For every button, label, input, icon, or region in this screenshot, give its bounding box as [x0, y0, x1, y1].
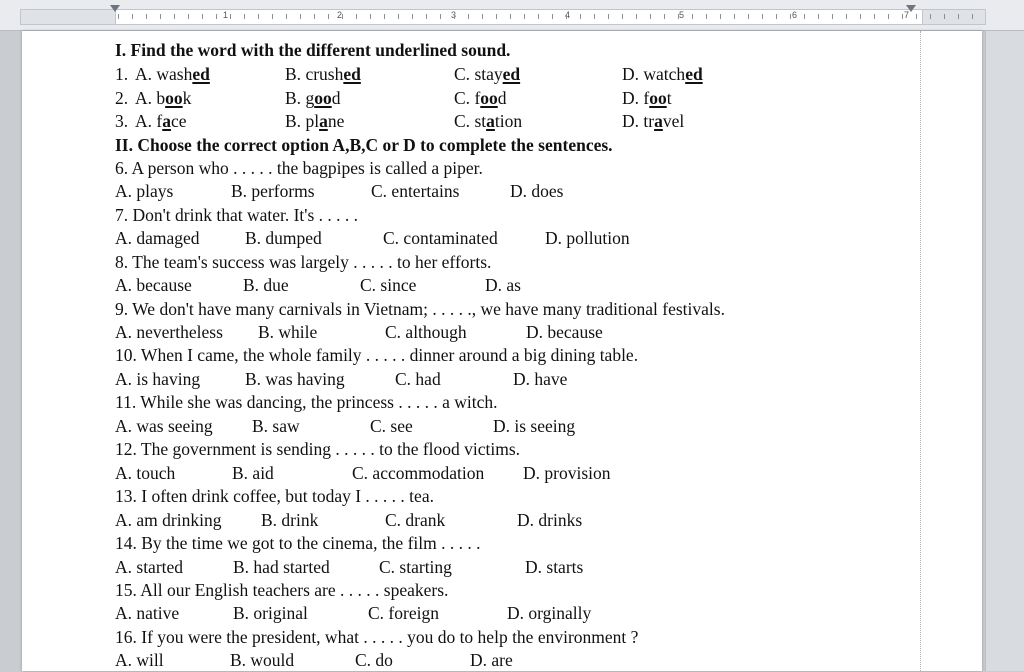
- ruler-tick: [958, 14, 959, 19]
- option-d: D. does: [510, 181, 564, 201]
- option-c: C. stayed: [454, 64, 521, 84]
- option-c: C. entertains: [371, 181, 460, 201]
- option-d: D. starts: [525, 557, 584, 577]
- ruler-right-margin: [922, 9, 986, 25]
- ruler-number: 5: [679, 10, 685, 20]
- option-c: C. accommodation: [352, 463, 485, 483]
- options-14: [115, 555, 915, 579]
- option-c: C. see: [370, 416, 413, 436]
- ruler-tick: [888, 14, 889, 19]
- ruler-tick: [944, 14, 945, 19]
- document-page[interactable]: [22, 31, 982, 671]
- ruler-tick: [496, 14, 497, 19]
- ruler-tick: [174, 14, 175, 19]
- ruler-tick: [790, 14, 791, 19]
- option-b: B. good: [285, 88, 341, 108]
- options-13: [115, 508, 915, 532]
- ruler-tick: [608, 14, 609, 19]
- ruler-tick: [244, 14, 245, 19]
- ruler-tick: [818, 14, 819, 19]
- ruler-tick: [356, 14, 357, 19]
- option-d: D. because: [526, 322, 603, 342]
- option-a: A. was seeing: [115, 416, 213, 436]
- ruler-tick: [510, 14, 511, 19]
- ruler-tick: [776, 14, 777, 19]
- option-a: A. face: [135, 111, 187, 131]
- options-8: [115, 273, 915, 297]
- option-c: C. drank: [385, 510, 446, 530]
- ruler-left-margin: [20, 9, 116, 25]
- ruler-tick: [678, 14, 679, 19]
- ruler-tick: [216, 14, 217, 19]
- option-c: C. had: [395, 369, 441, 389]
- ruler-tick: [874, 14, 875, 19]
- option-a: A. book: [135, 88, 192, 108]
- ruler-number: 2: [337, 10, 343, 20]
- ruler-tick: [328, 14, 329, 19]
- right-margin-guide: [920, 31, 921, 671]
- question-16: 16. If you were the president, what . . . . . you do to help the environment ?: [115, 627, 639, 647]
- options-16: [115, 648, 915, 672]
- ruler-tick: [762, 14, 763, 19]
- ruler-tick: [412, 14, 413, 19]
- option-b: B. was having: [245, 369, 345, 389]
- option-a: A. because: [115, 275, 192, 295]
- option-d: D. travel: [622, 111, 685, 131]
- ruler-tick: [580, 14, 581, 19]
- ruler-tick: [454, 14, 455, 19]
- ruler-tick: [426, 14, 427, 19]
- option-a: A. native: [115, 603, 180, 623]
- ruler-tick: [440, 14, 441, 19]
- option-d: D. have: [513, 369, 568, 389]
- option-a: A. washed: [135, 64, 210, 84]
- question-number: 3.: [115, 111, 129, 131]
- ruler-number: 1: [223, 10, 229, 20]
- option-d: D. provision: [523, 463, 611, 483]
- ruler-tick: [202, 14, 203, 19]
- question-11: 11. While she was dancing, the princess . . . . . a witch.: [115, 392, 498, 412]
- option-b: B. had started: [233, 557, 330, 577]
- ruler-tick: [664, 14, 665, 19]
- option-a: A. plays: [115, 181, 174, 201]
- ruler-tick: [622, 14, 623, 19]
- horizontal-ruler[interactable]: [0, 0, 1024, 31]
- option-d: D. drinks: [517, 510, 583, 530]
- ruler-tick: [692, 14, 693, 19]
- ruler-tick: [384, 14, 385, 19]
- option-b: B. performs: [231, 181, 315, 201]
- options-9: [115, 320, 915, 344]
- section-heading-1: I. Find the word with the different underlined sound.: [115, 40, 511, 60]
- question-7: 7. Don't drink that water. It's . . . . .: [115, 205, 359, 225]
- ruler-tick: [398, 14, 399, 19]
- ruler-tick: [370, 14, 371, 19]
- ruler-tick: [902, 14, 903, 19]
- question-9: 9. We don't have many carnivals in Vietnam; . . . . ., we have many traditional festivals.: [115, 299, 725, 319]
- option-c: C. foreign: [368, 603, 439, 623]
- ruler-number: 6: [792, 10, 798, 20]
- option-a: A. nevertheless: [115, 322, 223, 342]
- ruler-tick: [160, 14, 161, 19]
- question-15: 15. All our English teachers are . . . . . speakers.: [115, 580, 449, 600]
- ruler-number: 3: [451, 10, 457, 20]
- ruler-tick: [118, 14, 119, 19]
- ruler-tick: [538, 14, 539, 19]
- ruler-tick: [552, 14, 553, 19]
- question-8: 8. The team's success was largely . . . . . to her efforts.: [115, 252, 492, 272]
- option-c: C. although: [385, 322, 467, 342]
- ruler-tick: [230, 14, 231, 19]
- ruler-tick: [832, 14, 833, 19]
- ruler-tick: [146, 14, 147, 19]
- option-d: D. orginally: [507, 603, 592, 623]
- option-b: B. dumped: [245, 228, 322, 248]
- ruler-tick: [188, 14, 189, 19]
- ruler-tick: [524, 14, 525, 19]
- option-b: B. would: [230, 650, 295, 670]
- option-a: A. touch: [115, 463, 176, 483]
- option-b: B. plane: [285, 111, 345, 131]
- ruler-track: [20, 9, 986, 25]
- option-c: C. station: [454, 111, 523, 131]
- option-b: B. drink: [261, 510, 319, 530]
- ruler-tick: [132, 14, 133, 19]
- question-13: 13. I often drink coffee, but today I . . . . . tea.: [115, 486, 434, 506]
- ruler-tick: [314, 14, 315, 19]
- option-a: A. damaged: [115, 228, 200, 248]
- ruler-tick: [972, 14, 973, 19]
- option-b: B. aid: [232, 463, 274, 483]
- ruler-tick: [650, 14, 651, 19]
- option-c: C. starting: [379, 557, 452, 577]
- ruler-number: 7: [904, 10, 910, 20]
- first-line-indent-marker[interactable]: [110, 5, 120, 12]
- ruler-tick: [272, 14, 273, 19]
- option-c: C. food: [454, 88, 507, 108]
- option-d: D. pollution: [545, 228, 630, 248]
- option-b: B. original: [233, 603, 308, 623]
- ruler-tick: [258, 14, 259, 19]
- options-7: [115, 226, 915, 250]
- ruler-tick: [594, 14, 595, 19]
- ruler-tick: [566, 14, 567, 19]
- ruler-tick: [468, 14, 469, 19]
- option-c: C. since: [360, 275, 417, 295]
- option-b: B. due: [243, 275, 289, 295]
- question-6: 6. A person who . . . . . the bagpipes is called a piper.: [115, 158, 483, 178]
- option-d: D. is seeing: [493, 416, 576, 436]
- question-2: [115, 86, 915, 110]
- ruler-tick: [846, 14, 847, 19]
- option-a: A. will: [115, 650, 164, 670]
- question-number: 2.: [115, 88, 129, 108]
- option-d: D. foot: [622, 88, 672, 108]
- ruler-tick: [300, 14, 301, 19]
- options-12: [115, 461, 915, 485]
- options-15: [115, 601, 915, 625]
- option-a: A. is having: [115, 369, 201, 389]
- ruler-number: 4: [565, 10, 571, 20]
- option-d: D. are: [470, 650, 513, 670]
- option-c: C. contaminated: [383, 228, 498, 248]
- option-d: D. as: [485, 275, 521, 295]
- ruler-tick: [720, 14, 721, 19]
- question-number: 1.: [115, 64, 129, 84]
- ruler-tick: [286, 14, 287, 19]
- question-10: 10. When I came, the whole family . . . . . dinner around a big dining table.: [115, 345, 639, 365]
- option-b: B. saw: [252, 416, 300, 436]
- option-d: D. watched: [622, 64, 703, 84]
- option-c: C. do: [355, 650, 393, 670]
- ruler-tick: [860, 14, 861, 19]
- question-3: [115, 109, 915, 133]
- ruler-tick: [916, 14, 917, 19]
- section-heading-2: II. Choose the correct option A,B,C or D to complete the sentences.: [115, 135, 613, 155]
- question-14: 14. By the time we got to the cinema, the film . . . . .: [115, 533, 481, 553]
- option-b: B. while: [258, 322, 318, 342]
- option-a: A. started: [115, 557, 184, 577]
- option-a: A. am drinking: [115, 510, 222, 530]
- ruler-tick: [636, 14, 637, 19]
- options-6: [115, 179, 915, 203]
- options-11: [115, 414, 915, 438]
- ruler-tick: [482, 14, 483, 19]
- ruler-tick: [342, 14, 343, 19]
- question-12: 12. The government is sending . . . . . to the flood victims.: [115, 439, 521, 459]
- ruler-tick: [734, 14, 735, 19]
- question-1: [115, 62, 915, 86]
- ruler-tick: [748, 14, 749, 19]
- options-10: [115, 367, 915, 391]
- option-b: B. crushed: [285, 64, 361, 84]
- ruler-tick: [706, 14, 707, 19]
- ruler-tick: [804, 14, 805, 19]
- ruler-tick: [930, 14, 931, 19]
- vertical-scrollbar[interactable]: [985, 31, 1024, 671]
